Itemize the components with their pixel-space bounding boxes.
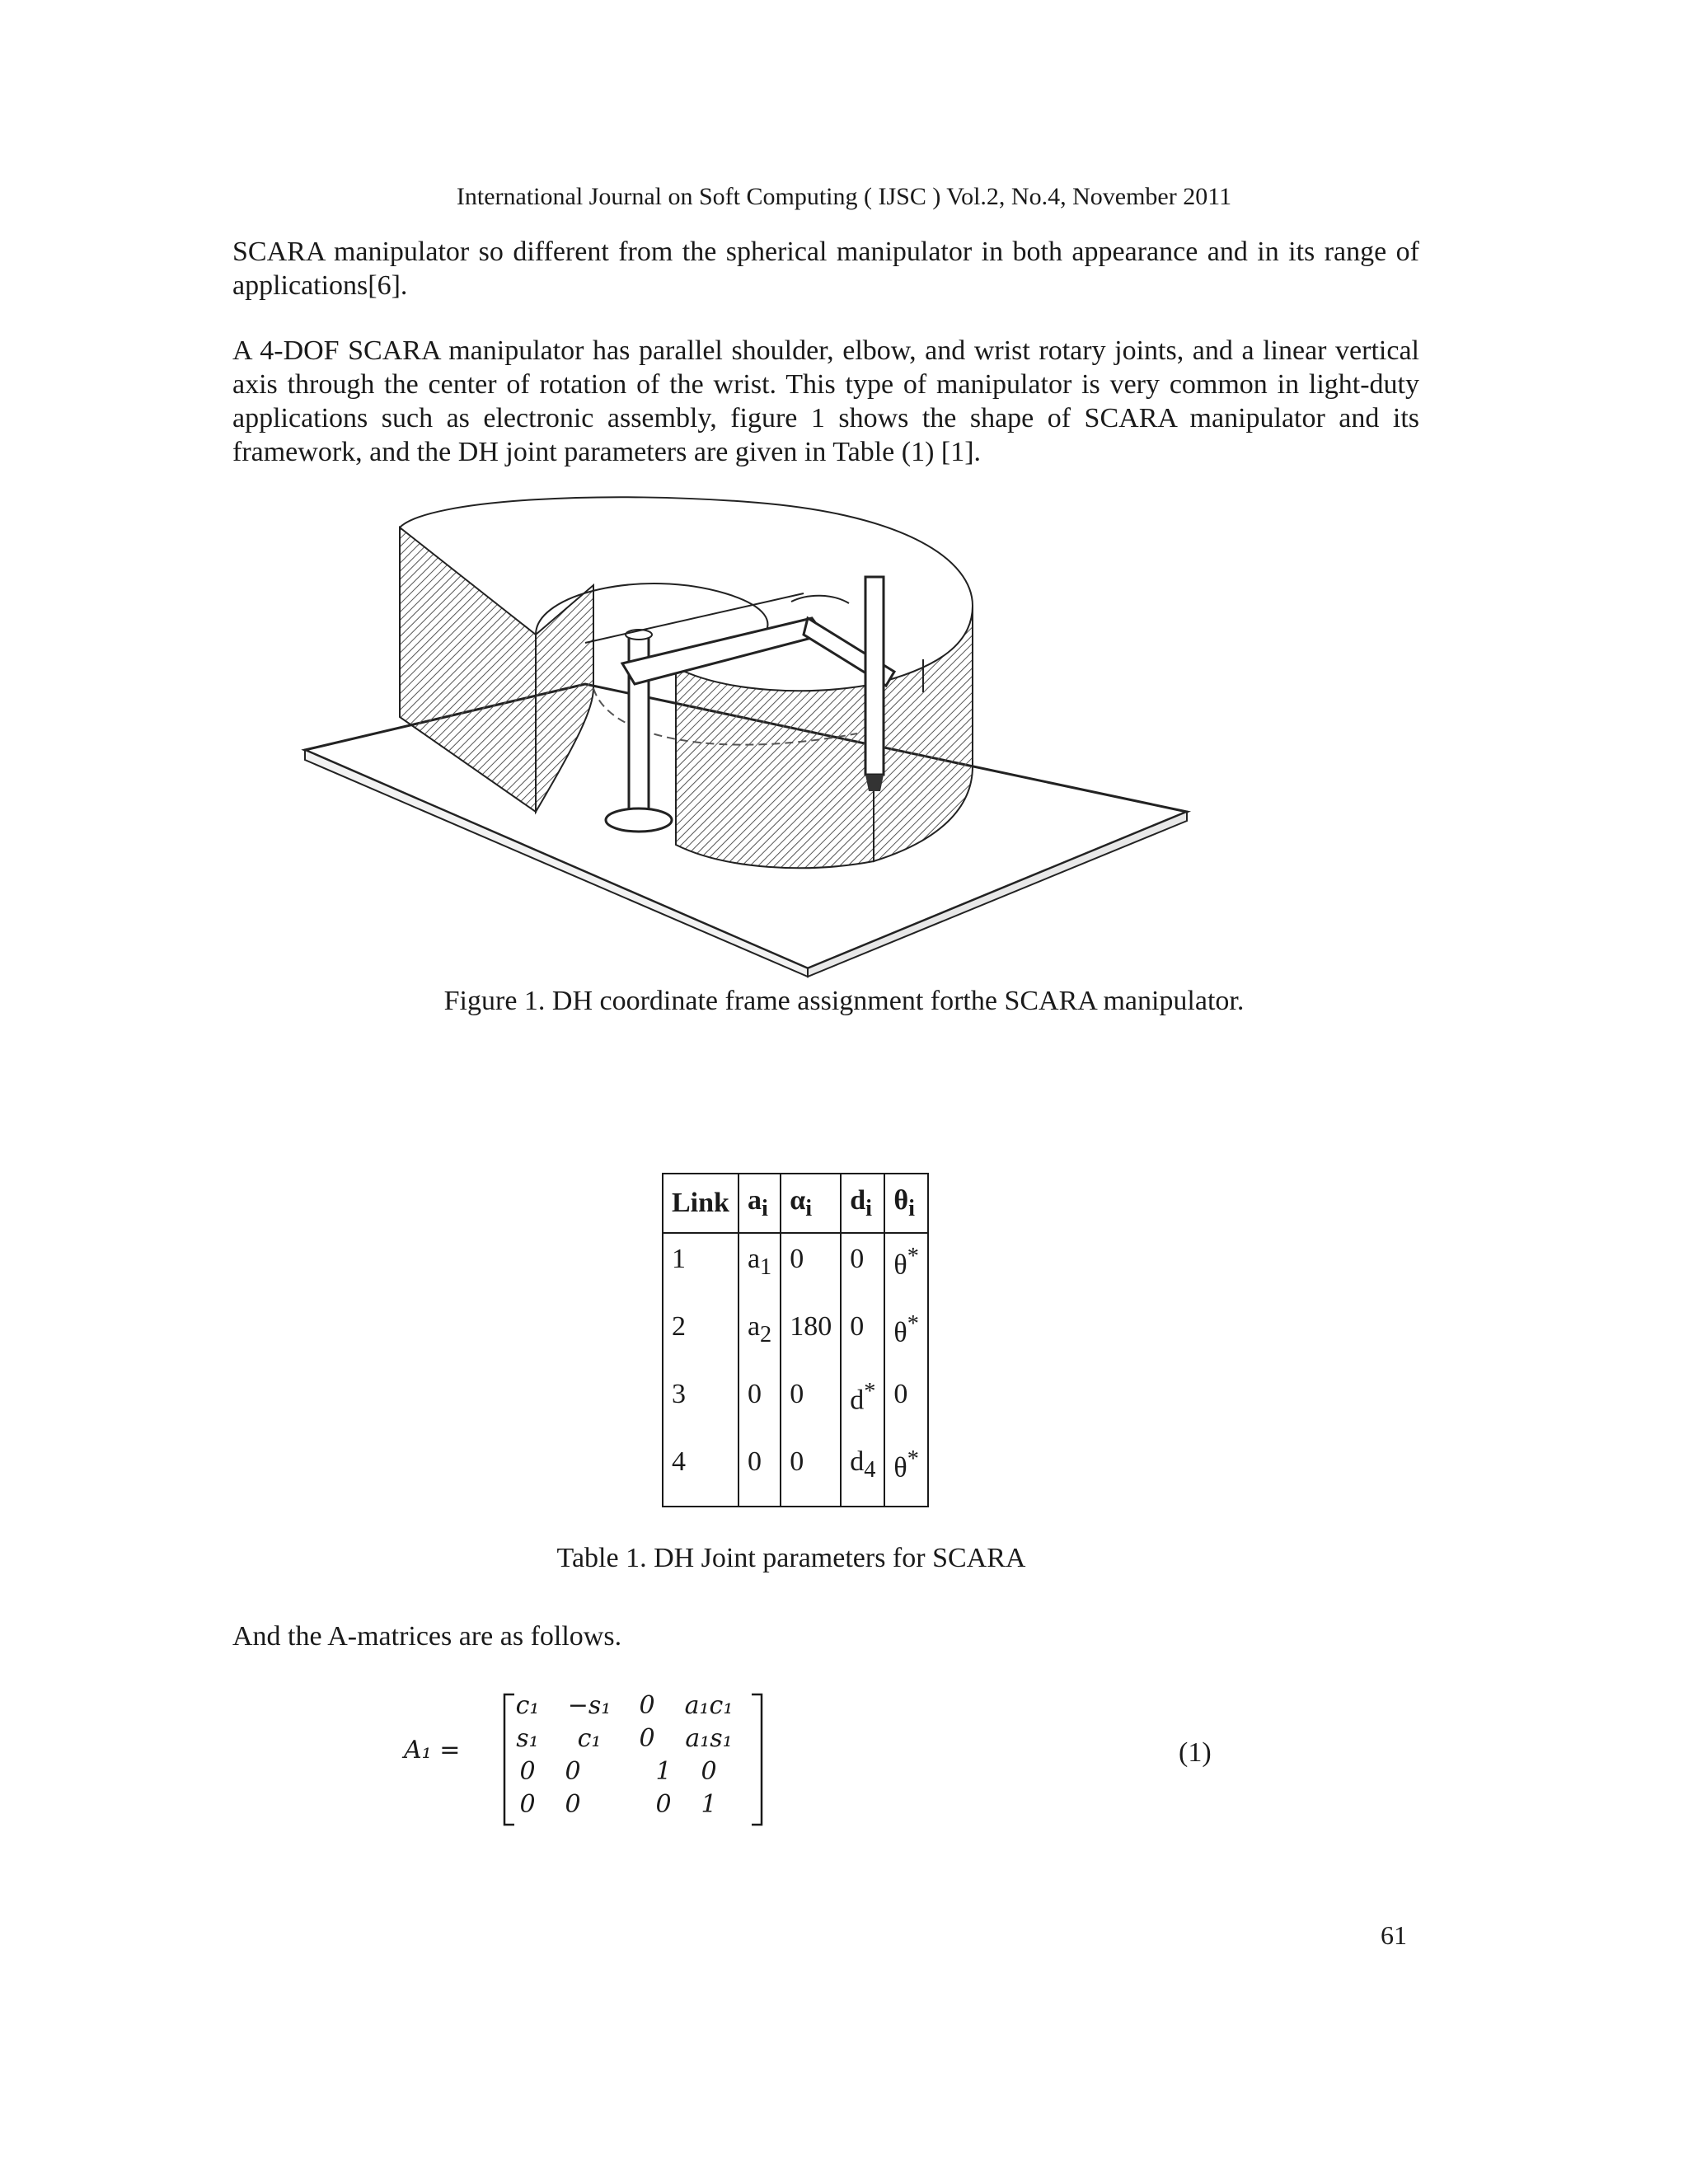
matrix-cell: a₁s₁: [685, 1724, 733, 1753]
matrix-cell: 0: [701, 1757, 717, 1786]
table-cell: 2: [663, 1311, 738, 1379]
table-cell: 180: [781, 1311, 841, 1379]
matrix-cell: 0: [639, 1724, 655, 1753]
table-cell: 0: [781, 1379, 841, 1446]
matrix-cell: c₁: [577, 1724, 602, 1753]
matrix-cell: 0: [519, 1790, 536, 1819]
table-cell: θ*: [884, 1446, 927, 1507]
table-cell: 0: [841, 1311, 884, 1379]
running-header: International Journal on Soft Computing ( IJSC ) Vol.2, No.4, November 2011: [456, 183, 1232, 210]
table-row: [663, 1233, 928, 1311]
table-cell: 0: [738, 1379, 781, 1446]
table-header-d: $d_i$: [841, 1174, 884, 1233]
page-number: 61: [1381, 1920, 1407, 1950]
paragraph-2: A 4-DOF SCARA manipulator has parallel shoulder, elbow, and wrist rotary joints, and a linear vertical axis through the center of rotation of the wrist. This type of manipulator is very common in light-duty applications such as electronic assembly, figure 1 shows the shape of SCARA manipulator and its framework, and the DH joint parameters are given in Table (1) [1].: [232, 335, 1419, 467]
table-cell: θ*: [884, 1233, 927, 1311]
table-header-theta: $\theta_i$: [884, 1174, 927, 1233]
table-cell: $a_2$: [738, 1311, 781, 1379]
table-cell: $a_1$: [738, 1233, 781, 1311]
matrix-cell: 0: [519, 1757, 536, 1786]
table-row: [663, 1311, 928, 1379]
table-header-link: Link: [663, 1174, 738, 1233]
matrix-cell: c₁: [515, 1691, 540, 1720]
matrix-cell: 1: [655, 1757, 672, 1786]
matrix-cell: 0: [639, 1691, 655, 1720]
dh-parameter-table: [662, 1173, 929, 1507]
matrix-cell: 0: [565, 1757, 581, 1786]
table-cell: θ*: [884, 1311, 927, 1379]
table-caption: Table 1. DH Joint parameters for SCARA: [556, 1543, 1026, 1573]
table-cell: 3: [663, 1379, 738, 1446]
table-cell: 1: [663, 1233, 738, 1311]
matrix-cell: 0: [655, 1790, 672, 1819]
equation-number: (1): [1179, 1737, 1212, 1768]
table-cell: d*: [841, 1379, 884, 1446]
matrix-cell: −s₁: [567, 1691, 612, 1720]
table-row: [663, 1446, 928, 1507]
table-cell: 4: [663, 1446, 738, 1507]
table-header-alpha: $\alpha_i$: [781, 1174, 841, 1233]
equation-a1: [404, 1690, 1228, 1830]
table-cell: 0: [781, 1446, 841, 1507]
table-cell: 0: [738, 1446, 781, 1507]
paragraph-3: And the A-matrices are as follows.: [232, 1621, 622, 1652]
matrix-cell: 0: [565, 1790, 581, 1819]
matrix-cell: 1: [701, 1790, 717, 1819]
matrix-cell: s₁: [516, 1724, 539, 1753]
matrix-cell: a₁c₁: [684, 1691, 734, 1720]
equation-lhs: A₁ =: [404, 1736, 461, 1765]
paragraph-1: SCARA manipulator so different from the spherical manipulator in both appearance and in its range of applications[6].: [232, 237, 1419, 301]
table-cell: 0: [781, 1233, 841, 1311]
table-row: [663, 1379, 928, 1446]
table-header-a: $a_i$: [738, 1174, 781, 1233]
scara-figure: [297, 494, 1195, 981]
table-cell: 0: [841, 1233, 884, 1311]
table-cell: $d_4$: [841, 1446, 884, 1507]
figure-caption: Figure 1. DH coordinate frame assignment forthe SCARA manipulator.: [443, 986, 1245, 1016]
table-cell: 0: [884, 1379, 927, 1446]
